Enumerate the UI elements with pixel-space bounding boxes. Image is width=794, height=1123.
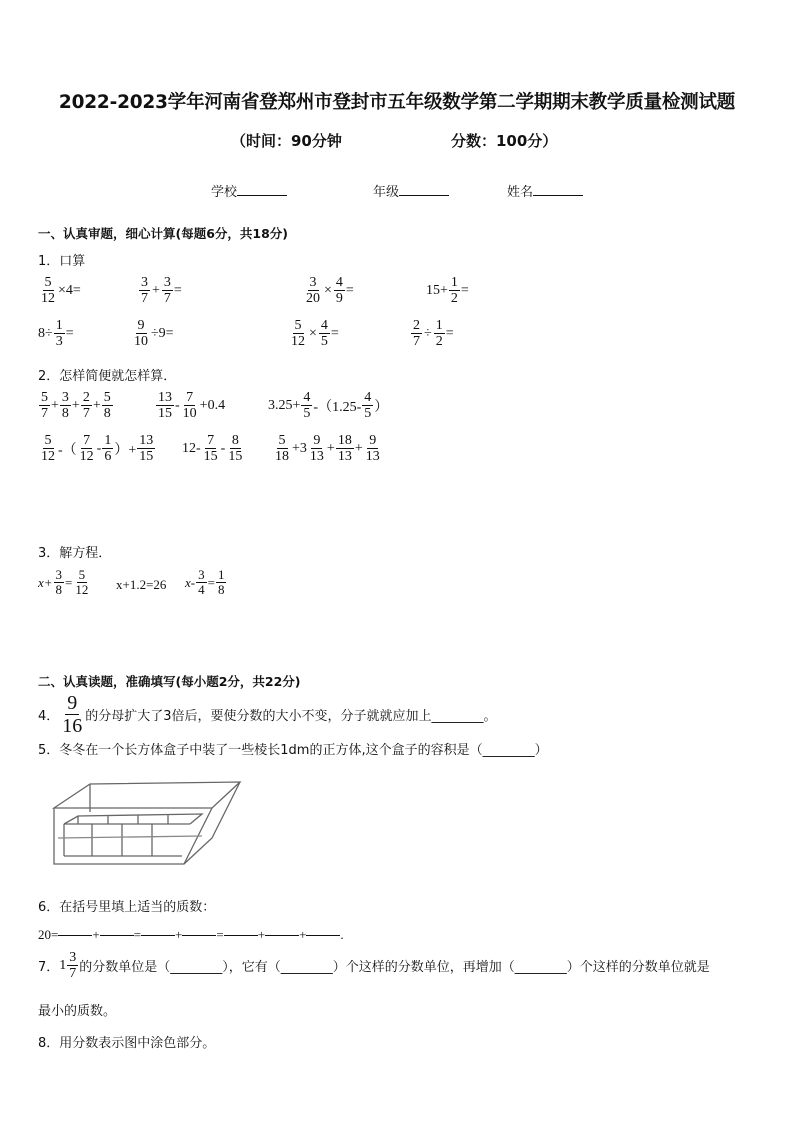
name-blank[interactable] [533,195,583,196]
q5: 5．冬冬在一个长方体盒子中装了一些棱长1dm的正方体,这个盒子的容积是（________） [38,743,548,758]
q6-blank-4[interactable] [182,935,216,936]
school-label: 学校 [211,185,238,200]
school-blank[interactable] [237,195,287,196]
q2-expr-4: $\frac{5}{12}$ -（ $\frac{7}{12}$ - $\frac{1}{6}$ ）+ $\frac{13}{15}$ [41,433,154,465]
grade-label: 年级 [373,185,400,200]
cube-grid [64,824,190,856]
q7: 7． 1 $\frac{3}{7}$ 的分数单位是（________），它有（________）个这样的分数单位，再增加（________）个这样的分数单位就是 [38,950,710,982]
grade-field [373,181,449,200]
q3-eq-1: x+ $\frac{3}{8}$ = $\frac{5}{12}$ [38,567,89,598]
q1-item-3: $\frac{3}{20}$ × $\frac{4}{9}$ = [306,275,354,307]
cube-top-row [64,814,202,824]
box-right-edge [184,782,240,864]
q1-item-6: $\frac{9}{10}$ ÷9= [134,318,174,350]
q6-blank-1[interactable] [58,935,92,936]
q1-item-4: 15+ $\frac{1}{2}$ = [426,275,469,307]
q1-item-1: $\frac{5}{12}$ ×4= [41,275,81,307]
q6-blank-6[interactable] [265,935,299,936]
section1-heading: 一、认真审题，细心计算(每题6分，共18分) [38,226,289,241]
q2-expr-3: 3.25+ $\frac{4}{5}$ -（1.25- $\frac{4}{5}$ ） [268,390,389,422]
school-field [211,181,287,200]
q2-label: 2．怎样简便就怎样算． [38,369,177,384]
name-label: 姓名 [507,185,534,200]
q8: 8．用分数表示图中涂色部分。 [38,1036,216,1051]
grade-blank[interactable] [399,195,449,196]
q4: 4． $\frac{9}{16}$ 的分母扩大了3倍后，要使分数的大小不变，分子就就应加上________。 [38,692,497,737]
name-field [507,181,583,200]
q6-blank-3[interactable] [141,935,175,936]
box-illustration [52,778,244,868]
q6-blank-5[interactable] [224,935,258,936]
q7-continued: 最小的质数。 [38,1004,117,1019]
box-top-edge [54,782,240,808]
q2-expr-5: 12- $\frac{7}{15}$ - $\frac{8}{15}$ [182,433,243,465]
q3-eq-2: x+1.2=26 [116,577,167,592]
q2-expr-1: $\frac{5}{7}$ + $\frac{3}{8}$ + $\frac{2}{7}$ + $\frac{5}{8}$ [41,390,111,422]
time-label: （时间：90分钟 [231,132,342,150]
q1-item-8: $\frac{2}{7}$ ÷ $\frac{1}{2}$ = [413,318,454,350]
page-title: 2022-2023学年河南省登郑州市登封市五年级数学第二学期期末教学质量检测试题 [58,92,736,113]
q6-equation: 20= + = + = + + . [38,927,344,942]
q2-expr-2: $\frac{13}{15}$ - $\frac{7}{10}$ +0.4 [158,390,226,422]
q2-expr-6: $\frac{5}{18}$ +3 $\frac{9}{13}$ + $\frac{18}{13}$ + $\frac{9}{13}$ [275,433,380,465]
section2-heading: 二、认真读题，准确填写(每小题2分，共22分) [38,674,301,689]
q6-blank-2[interactable] [100,935,134,936]
q1-label: 1．口算 [38,254,86,269]
q3-eq-3: x- $\frac{3}{4}$ = $\frac{1}{8}$ [185,567,225,598]
q1-item-2: $\frac{3}{7}$ + $\frac{3}{7}$ = [141,275,182,307]
box-inner-line [58,836,202,838]
q6-label: 6．在括号里填上适当的质数： [38,900,216,915]
q1-item-7: $\frac{5}{12}$ × $\frac{4}{5}$ = [291,318,339,350]
q3-label: 3．解方程． [38,546,112,561]
score-label: 分数：100分） [451,132,558,150]
q6-blank-7[interactable] [306,935,340,936]
q1-item-5: 8÷ $\frac{1}{3}$ = [38,318,74,350]
